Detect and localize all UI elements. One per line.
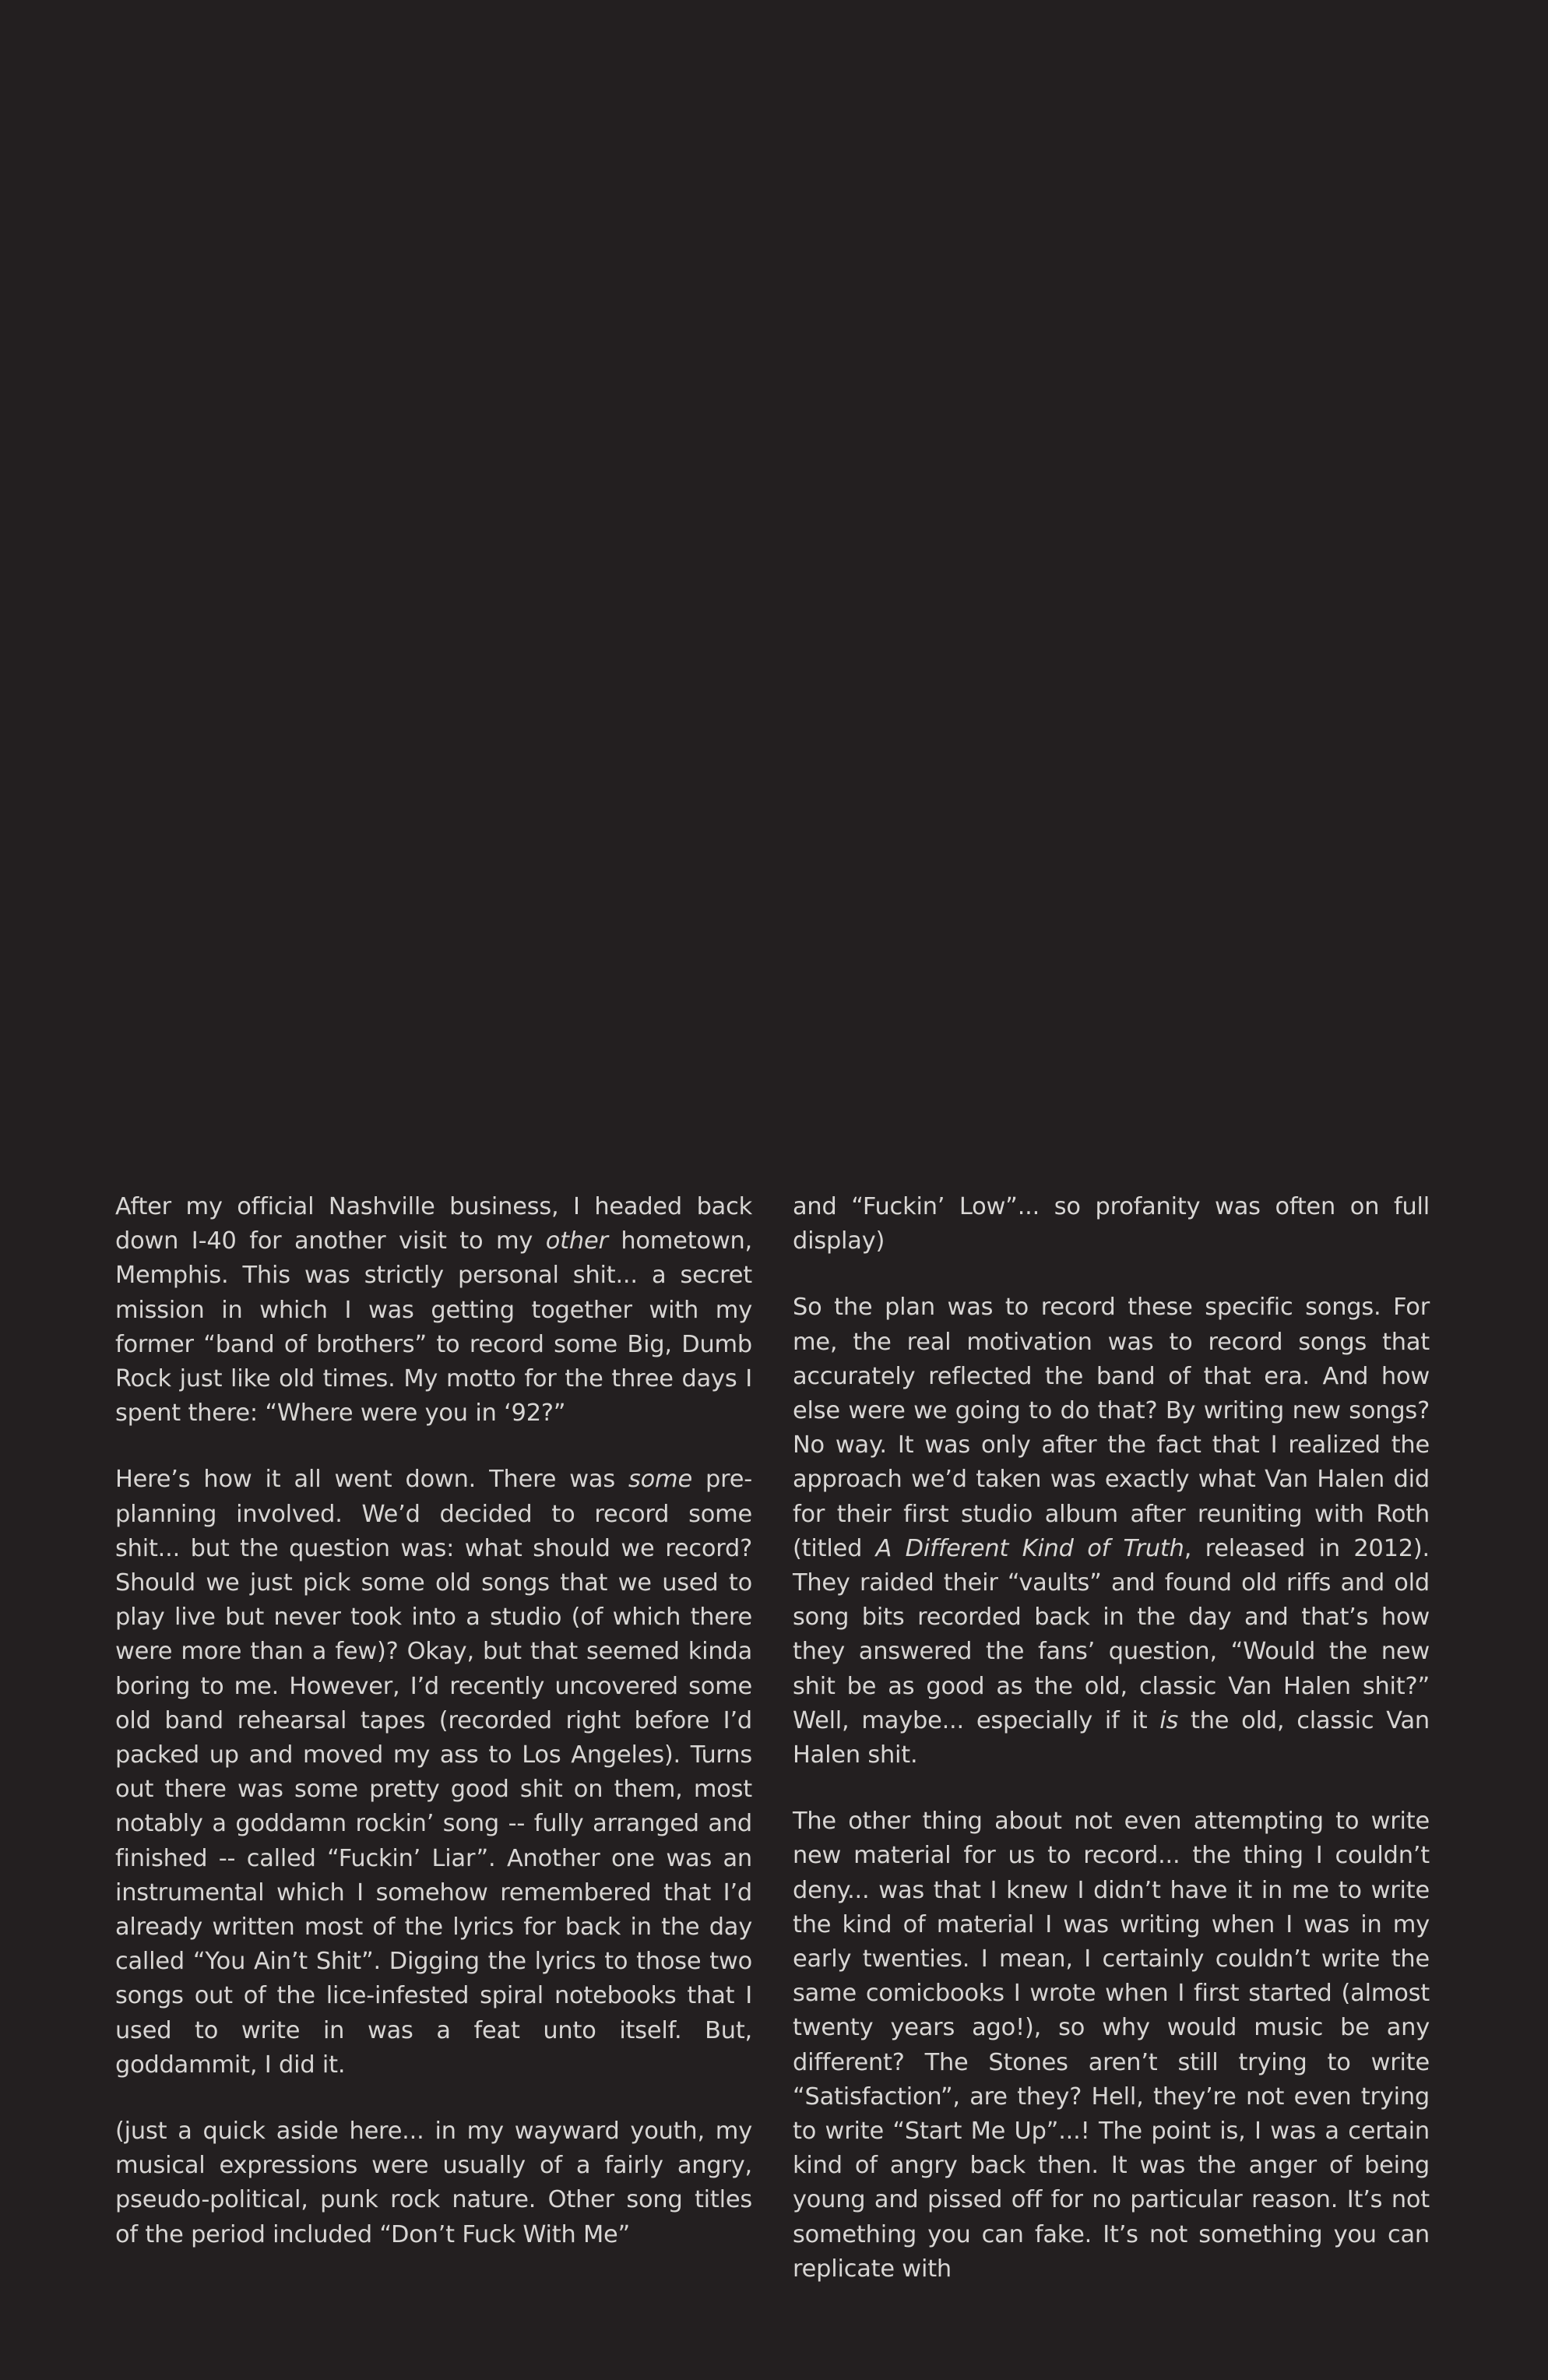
paragraph (115, 1190, 752, 1431)
text-span: , released in 2012). They raided their “vaults” and found old riffs and old song bits recorded back in the day and that’s how they answered the fans’ question, “Would the new shit be as good as the old, classic Van Halen shit?” Well, maybe... especially if it (793, 1534, 1430, 1734)
paragraph (793, 1804, 1430, 2287)
text-span: Here’s how it all went down. There was (115, 1466, 629, 1494)
italic-span: some (628, 1466, 692, 1494)
text-span: So the plan was to record these specific songs. For me, the real motivation was to record songs that accurately reflected the band of that era. And how else were we going to do that? By writing new songs? No way. It was only after the fact that I realized the approach we’d taken was exactly what Van Halen did for their first studio album after reuniting with Roth (titled (793, 1294, 1430, 1562)
text-span: pre-planning involved. We’d decided to record some shit... but the question was: what should we record? Should we just pick some old songs that we used to play live but never took into a studio (of which there were more than a few)? Okay, but that seemed kinda boring to me. However, I’d recently uncovered some old band rehearsal tapes (recorded right before I’d packed up and moved my ass to Los Angeles). Turns out there was some pretty good shit on them, most notably a goddamn rockin’ song -- fully arranged and finished -- called “Fuckin’ Liar”. Another one was an instrumental which I somehow remembered that I’d already written most of the lyrics for back in the day called “You Ain’t Shit”. Digging the lyrics to those two songs out of the lice-infested spiral notebooks that I used to write in was a feat unto itself. But, goddammit, I did it. (115, 1466, 752, 2079)
paragraph (793, 1290, 1430, 1773)
text-span: (just a quick aside here... in my wayward youth, my musical expressions were usually of a fairly angry, pseudo-political, punk rock nature. Other song titles of the period included “Don’t Fuck With Me” (115, 2118, 752, 2248)
text-span: The other thing about not even attempting to write new material for us to record... the thing I couldn’t deny... was that I knew I didn’t have it in me to write the kind of material I was writing when I was in my early twenties. I mean, I certainly couldn’t write the same comicbooks I wrote when I first started (almost twenty years ago!), so why would music be any different? The Stones aren’t still trying to write “Satisfaction”, are they? Hell, they’re not even trying to write “Start Me Up”...! The point is, I was a certain kind of angry back then. It was the anger of being young and pissed off for no particular reason. It’s not something you can fake. It’s not something you can replicate with (793, 1808, 1430, 2283)
text-span: the old, classic Van Halen shit. (793, 1706, 1430, 1769)
italic-span: A Different Kind of Truth (875, 1534, 1184, 1562)
text-span: and “Fuckin’ Low”... so profanity was often on full display) (793, 1193, 1430, 1255)
italic-span: other (545, 1227, 608, 1255)
paragraph (793, 1190, 1430, 1259)
text-span: hometown, Memphis. This was strictly personal shit... a secret mission in which I was getting together with my former “band of brothers” to record some Big, Dumb Rock just like old times. My motto for the three days I spent there: “Where were you in ‘92?” (115, 1227, 752, 1428)
paragraph (115, 2114, 752, 2252)
italic-span: is (1159, 1706, 1179, 1734)
text-column-left (115, 1190, 752, 2252)
paragraph (115, 1463, 752, 2082)
text-span: After my official Nashville business, I headed back down I-40 for another visit to my (115, 1193, 752, 1255)
text-column-right (793, 1190, 1430, 2287)
